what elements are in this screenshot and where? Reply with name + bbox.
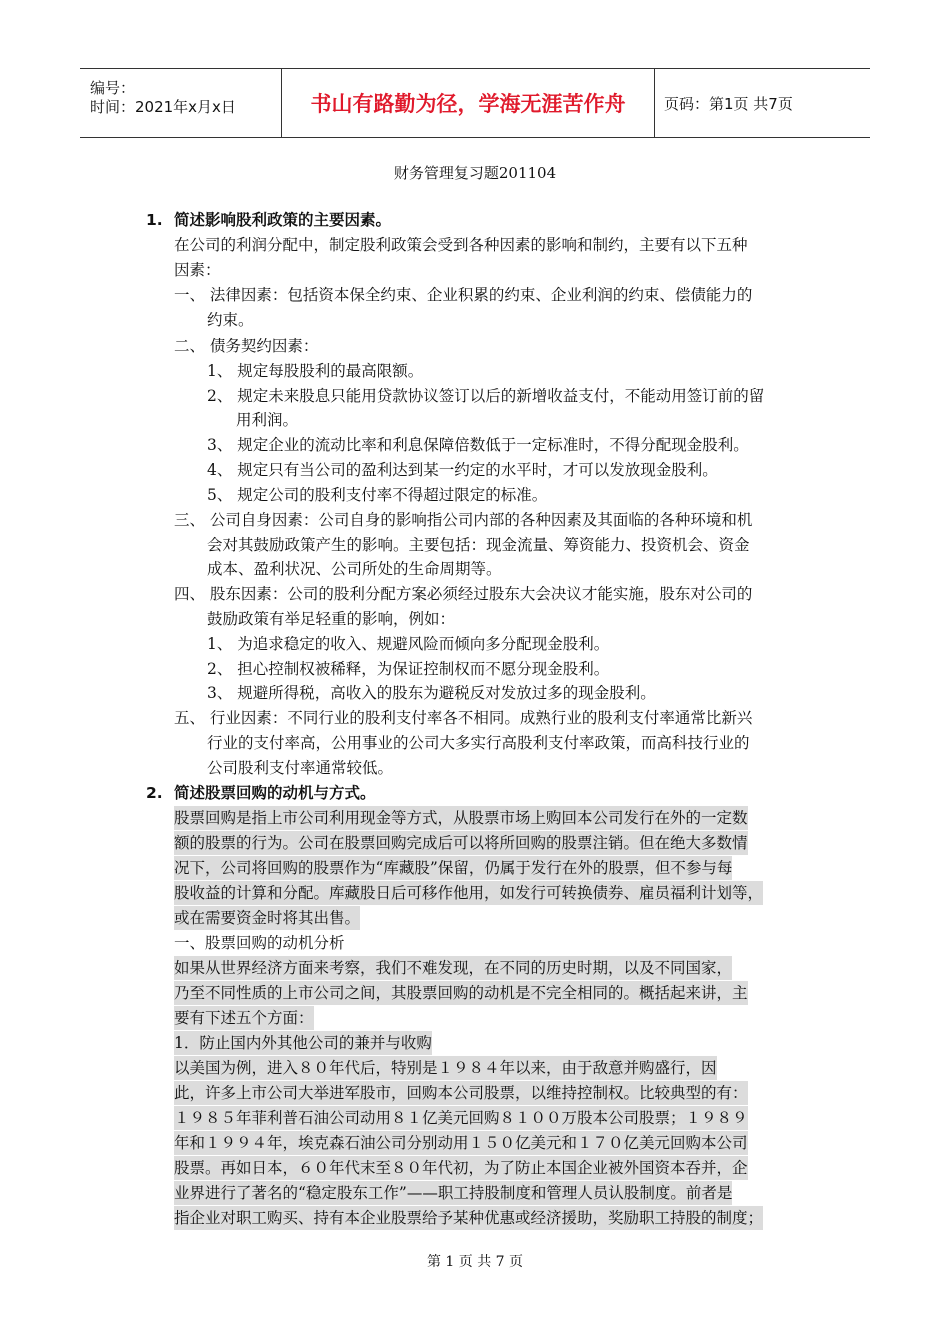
- q1-shareholder-item: 3、 规避所得税，高收入的股东为避税反对发放过多的现金股利。: [207, 684, 656, 702]
- q2-number: 2.: [146, 784, 163, 802]
- q1-debt-item: 用利润。: [236, 411, 299, 429]
- time-label: 时间：2021年x月x日: [90, 98, 236, 116]
- q1-shareholder-item: 1、 为追求稳定的收入、规避风险而倾向多分配现金股利。: [207, 635, 610, 653]
- q1-factor-company: 三、 公司自身因素：公司自身的影响指公司内部的各种因素及其面临的各种环境和机: [174, 511, 753, 529]
- q2-paragraph-line: 况下，公司将回购的股票作为“库藏股”保留，仍属于发行在外的股票，但不参与每: [174, 856, 732, 880]
- q1-factor-shareholder: 四、 股东因素：公司的股利分配方案必须经过股东大会决议才能实施，股东对公司的: [174, 585, 753, 603]
- q1-intro-line: 因素：: [174, 261, 221, 279]
- q2-paragraph-line: 要有下述五个方面：: [174, 1006, 314, 1030]
- number-label: 编号：: [90, 79, 136, 97]
- header-page-info: 页码：第1页 共7页: [664, 94, 793, 113]
- page-footer: 第 1 页 共 7 页: [426, 1254, 524, 1270]
- q1-shareholder-item: 2、 担心控制权被稀释，为保证控制权而不愿分现金股利。: [207, 660, 610, 678]
- q2-paragraph-line: 股收益的计算和分配。库藏股日后可移作他用，如发行可转换债券、雇员福利计划等，: [174, 881, 763, 905]
- q2-paragraph-line: 年和１９９４年，埃克森石油公司分别动用１５０亿美元和１７０亿美元回购本公司: [174, 1131, 748, 1155]
- q1-factor-legal: 一、 法律因素：包括资本保全约束、企业积累的约束、企业利润的约束、偿债能力的: [174, 286, 753, 304]
- q1-debt-item: 5、 规定公司的股利支付率不得超过限定的标准。: [207, 486, 548, 504]
- q1-title: 简述影响股利政策的主要因素。: [174, 211, 392, 229]
- q1-factor-legal: 约束。: [207, 311, 254, 329]
- q2-paragraph-line: 以美国为例，进入８０年代后，特别是１９８４年以来，由于敌意并购盛行，因: [174, 1056, 717, 1080]
- header-meta: [80, 69, 282, 137]
- q2-paragraph-line: 股票。再如日本，６０年代末至８０年代初，为了防止本国企业被外国资本吞并，企: [174, 1156, 748, 1180]
- q2-paragraph-line: 额的股票的行为。公司在股票回购完成后可以将所回购的股票注销。但在绝大多数情: [174, 831, 748, 855]
- document-title: 财务管理复习题201104: [393, 164, 557, 182]
- q1-debt-item: 1、 规定每股股利的最高限额。: [207, 362, 424, 380]
- q1-factor-company: 成本、盈利状况、公司所处的生命周期等。: [207, 560, 502, 578]
- q2-paragraph-line: 此，许多上市公司大举进军股市，回购本公司股票，以维持控制权。比较典型的有：: [174, 1081, 748, 1105]
- q1-factor-debt: 二、 债务契约因素：: [174, 337, 319, 355]
- q1-number: 1.: [146, 211, 163, 229]
- q2-subheading: 1．防止国内外其他公司的兼并与收购: [174, 1031, 432, 1055]
- q2-paragraph-line: 或在需要资金时将其出售。: [174, 906, 360, 930]
- q1-intro-line: 在公司的利润分配中，制定股利政策会受到各种因素的影响和制约，主要有以下五种: [174, 236, 748, 254]
- q2-title: 简述股票回购的动机与方式。: [174, 784, 376, 802]
- q1-factor-shareholder: 鼓励政策有举足轻重的影响，例如：: [207, 610, 456, 628]
- q2-paragraph-line: 指企业对职工购买、持有本企业股票给予某种优惠或经济援助，奖励职工持股的制度；: [174, 1206, 763, 1230]
- q1-factor-industry: 行业的支付率高，公用事业的公司大多实行高股利支付率政策，而高科技行业的: [207, 734, 750, 752]
- q2-paragraph-line: 业界进行了著名的“稳定股东工作”——职工持股制度和管理人员认股制度。前者是: [174, 1181, 732, 1205]
- q1-debt-item: 3、 规定企业的流动比率和利息保障倍数低于一定标准时，不得分配现金股利。: [207, 436, 749, 454]
- q2-paragraph-line: 乃至不同性质的上市公司之间，其股票回购的动机是不完全相同的。概括起来讲，主: [174, 981, 748, 1005]
- q1-factor-industry: 五、 行业因素：不同行业的股利支付率各不相同。成熟行业的股利支付率通常比新兴: [174, 709, 753, 727]
- q2-paragraph-line: 股票回购是指上市公司利用现金等方式，从股票市场上购回本公司发行在外的一定数: [174, 806, 748, 830]
- q1-debt-item: 4、 规定只有当公司的盈利达到某一约定的水平时，才可以发放现金股利。: [207, 461, 718, 479]
- q2-section-heading: 一、股票回购的动机分析: [174, 934, 345, 952]
- header-motto: 书山有路勤为径，学海无涯苦作舟: [282, 69, 655, 137]
- q2-paragraph-line: １９８５年菲利普石油公司动用８１亿美元回购８１００万股本公司股票；１９８９: [174, 1106, 748, 1130]
- q2-paragraph-line: 如果从世界经济方面来考察，我们不难发现，在不同的历史时期，以及不同国家，: [174, 956, 732, 980]
- q1-factor-company: 会对其鼓励政策产生的影响。主要包括：现金流量、筹资能力、投资机会、资金: [207, 536, 750, 554]
- q1-debt-item: 2、 规定未来股息只能用贷款协议签订以后的新增收益支付，不能动用签订前的留: [207, 387, 765, 405]
- header-table: [80, 68, 870, 138]
- q1-factor-industry: 公司股利支付率通常较低。: [207, 759, 394, 777]
